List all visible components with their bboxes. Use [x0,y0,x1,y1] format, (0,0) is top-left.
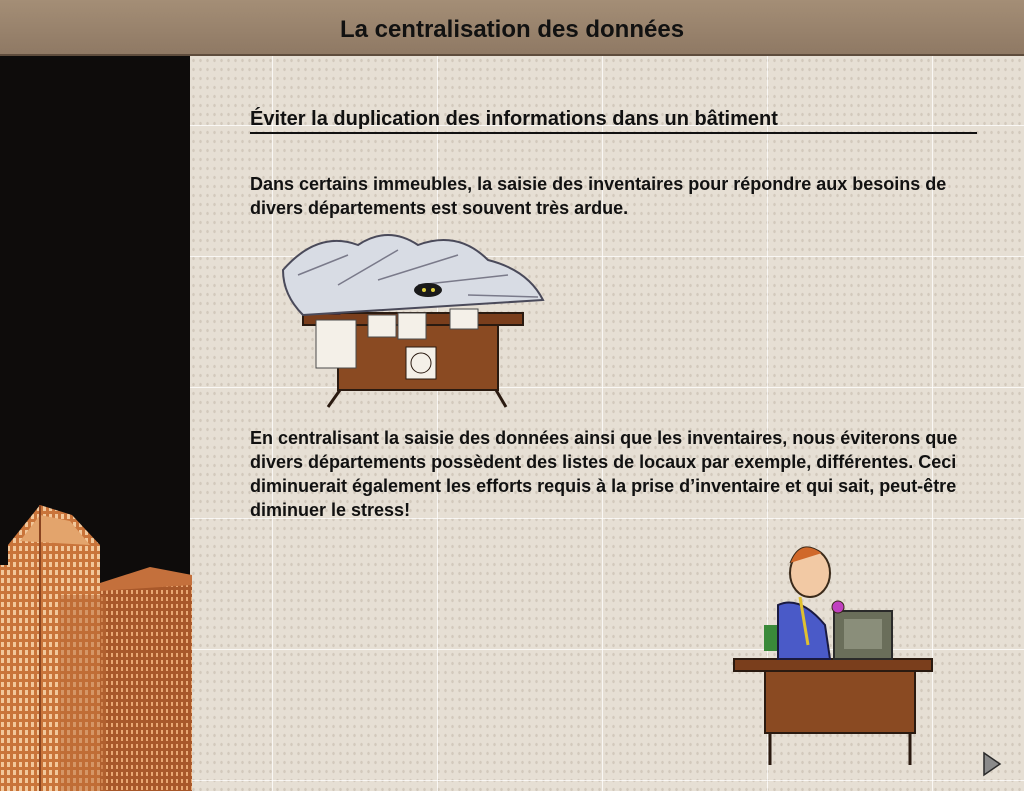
man-at-computer-illustration [730,535,935,767]
paragraph-conclusion: En centralisant la saisie des données ainsi que les inventaires, nous éviterons que divers départements possèdent des listes de locaux par exemple, différentes. Ceci diminuerait également les efforts requis à la prise d’inventaire et qui sait, peut-être diminuer le stress! [250,428,958,520]
building-illustration [0,505,192,791]
title-bar [0,0,1024,56]
slide-title: La centralisation des données [339,16,685,43]
heading-underline [250,132,977,134]
slide-heading: Éviter la duplication des informations dans un bâtiment [250,108,778,130]
messy-desk-illustration [278,225,548,413]
paragraph-intro: Dans certains immeubles, la saisie des inventaires pour répondre aux besoins de divers départements est souvent très ardue. [250,174,947,218]
play-arrow-icon[interactable] [982,751,1002,777]
